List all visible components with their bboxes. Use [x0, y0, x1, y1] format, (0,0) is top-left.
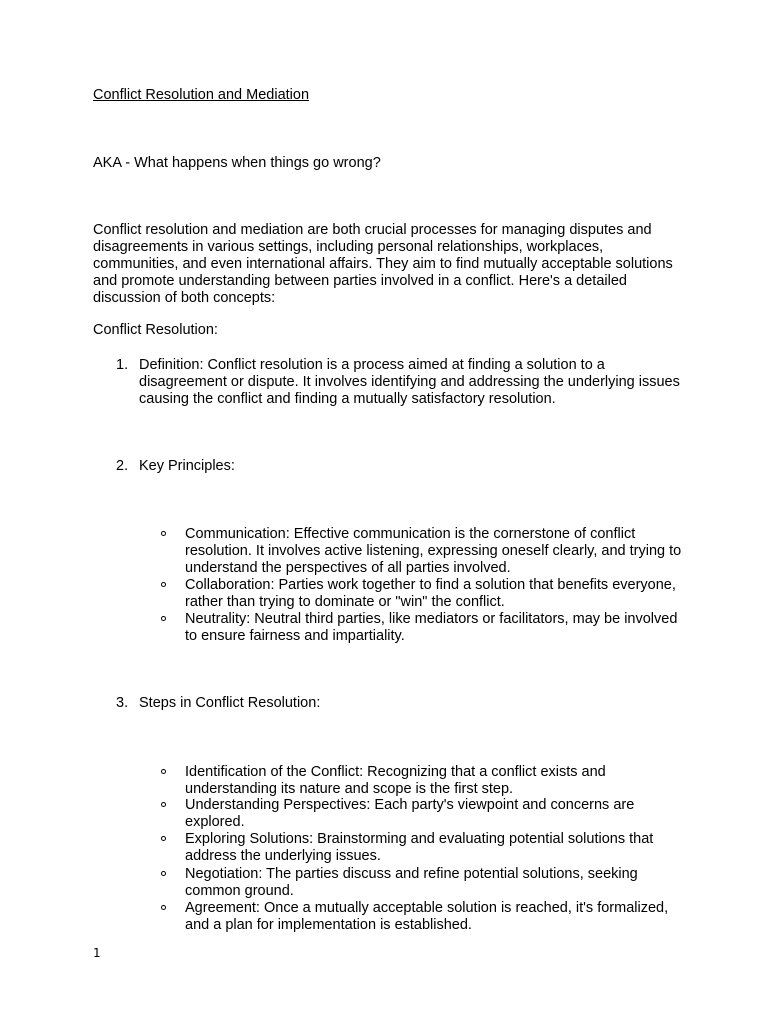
- circle-bullet-icon: [161, 802, 166, 807]
- list-item: [93, 577, 683, 611]
- item-text: Key Principles:: [139, 458, 235, 474]
- circle-bullet-icon: [161, 582, 166, 587]
- list-item-text: Neutrality: Neutral third parties, like mediators or facilitators, may be involved to ensure fairness and impartiality.: [185, 611, 678, 644]
- item-text: Definition: Conflict resolution is a process aimed at finding a solution to a disagreement or dispute. It involves identifying and addressing the underlying issues causing the conflict and finding a mutually satisfactory resolution.: [139, 357, 680, 407]
- list-item-text: Identification of the Conflict: Recognizing that a conflict exists and understanding its nature and scope is the first step.: [185, 764, 606, 797]
- list-item: [93, 831, 683, 865]
- list-item-text: Exploring Solutions: Brainstorming and evaluating potential solutions that address the underlying issues.: [185, 831, 654, 864]
- list-item: [93, 797, 683, 831]
- item-number: 2.: [116, 458, 129, 474]
- list-item-text: Understanding Perspectives: Each party's viewpoint and concerns are explored.: [185, 797, 635, 830]
- intro-paragraph: Conflict resolution and mediation are both crucial processes for managing disputes and disagreements in various settings, including personal relationships, workplaces, communities, and even international affairs. They aim to find mutually acceptable solutions and promote understanding between parties involved in a conflict. Here's a detailed discussion of both concepts:: [93, 222, 673, 306]
- item-number: 3.: [116, 695, 129, 711]
- circle-bullet-icon: [161, 836, 166, 841]
- list-item-text: Agreement: Once a mutually acceptable solution is reached, it's formalized, and a plan for implementation is established.: [185, 900, 669, 933]
- item-text: Steps in Conflict Resolution:: [139, 695, 321, 711]
- list-item-text: Communication: Effective communication is the cornerstone of conflict resolution. It involves active listening, expressing oneself clearly, and trying to understand the perspectives of all parties involved.: [185, 526, 682, 576]
- section-heading: Conflict Resolution:: [93, 322, 218, 338]
- document-title: Conflict Resolution and Mediation: [93, 87, 310, 103]
- list-item: [93, 900, 683, 934]
- circle-bullet-icon: [161, 769, 166, 774]
- list-item-text: Negotiation: The parties discuss and refine potential solutions, seeking common ground.: [185, 866, 638, 899]
- circle-bullet-icon: [161, 616, 166, 621]
- circle-bullet-icon: [161, 531, 166, 536]
- document-subtitle: AKA - What happens when things go wrong?: [93, 155, 381, 171]
- item-number: 1.: [116, 357, 129, 373]
- list-item: [93, 611, 683, 645]
- circle-bullet-icon: [161, 871, 166, 876]
- numbered-item-definition: [93, 357, 683, 408]
- list-item: [93, 526, 683, 577]
- numbered-item-steps: [93, 695, 683, 712]
- list-item: [93, 764, 683, 798]
- circle-bullet-icon: [161, 905, 166, 910]
- list-item: [93, 866, 683, 900]
- numbered-item-key-principles: [93, 458, 683, 475]
- page-number: 1: [93, 946, 101, 960]
- list-item-text: Collaboration: Parties work together to find a solution that benefits everyone, rather than trying to dominate or "win" the conflict.: [185, 577, 676, 610]
